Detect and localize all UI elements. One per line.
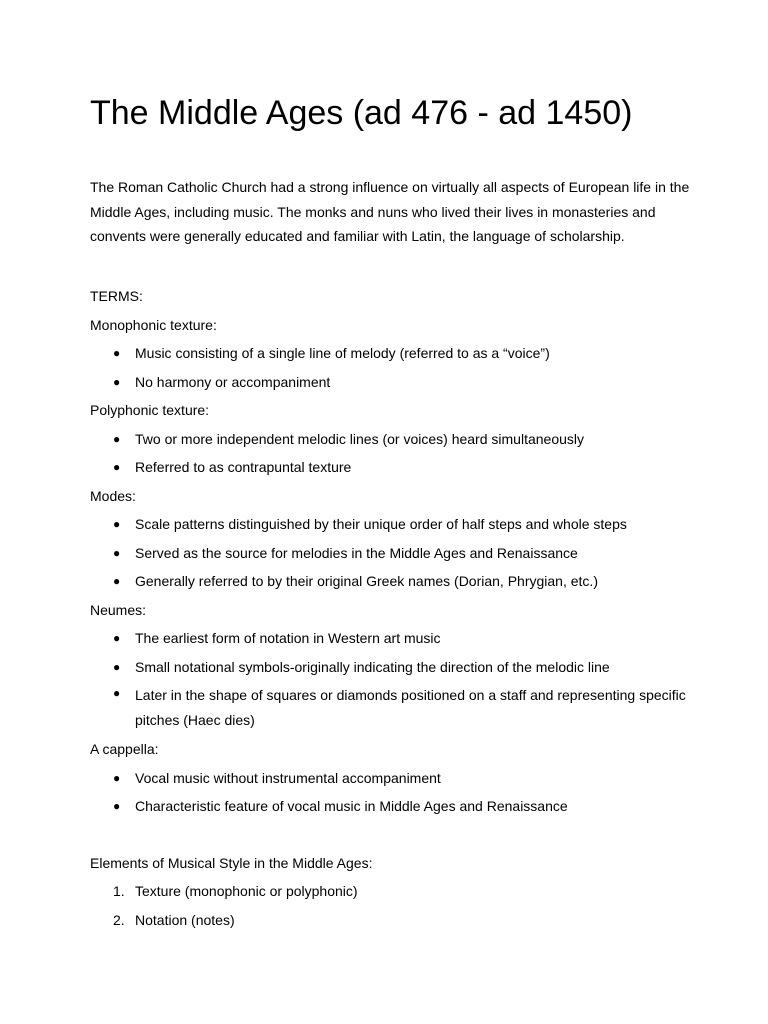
term-heading-a-cappella: A cappella: — [90, 741, 159, 757]
list-item — [90, 877, 690, 906]
bullet-icon: ● — [113, 659, 121, 674]
list-item — [90, 368, 690, 397]
term-heading-modes: Modes: — [90, 487, 136, 504]
intro-paragraph: The Roman Catholic Church had a strong influence on virtually all aspects of European life in the Middle Ages, including music. The monks and nuns who lived their lives in monasteries and convents were generally educated and familiar with Latin, the language of scholarship. — [90, 179, 690, 244]
list-item — [90, 624, 690, 653]
list-item — [90, 764, 690, 793]
terms-section — [90, 282, 690, 934]
bullet-icon: ● — [113, 517, 121, 531]
list-item-text: Referred to as contrapuntal texture — [135, 459, 352, 475]
list-item-text: Music consisting of a single line of melody (referred to as a “voice”) — [135, 345, 550, 361]
term-list-modes — [90, 510, 690, 596]
list-item — [90, 425, 690, 454]
term-heading-neumes: Neumes: — [90, 601, 147, 618]
term-heading-monophonic: Monophonic texture: — [90, 316, 217, 333]
list-item-text: Later in the shape of squares or diamonds positioned on a staff and representing specific pitches (Haec dies) — [135, 687, 686, 728]
list-item — [90, 453, 690, 482]
bullet-icon: ● — [113, 346, 121, 360]
term-heading-polyphonic: Polyphonic texture: — [90, 402, 210, 418]
elements-list — [90, 877, 690, 934]
list-item — [90, 510, 690, 539]
list-item — [90, 681, 690, 735]
list-item — [90, 653, 690, 682]
bullet-icon: ● — [113, 686, 121, 700]
list-item-text: Texture (monophonic or polyphonic) — [135, 883, 358, 899]
list-item-text: The earliest form of notation in Western art music — [135, 630, 441, 646]
term-list-a-cappella — [90, 764, 690, 821]
list-item-text: Characteristic feature of vocal music in Middle Ages and Renaissance — [135, 798, 568, 814]
page-title: The Middle Ages (ad 476 - ad 1450) — [90, 94, 633, 132]
list-item — [90, 339, 690, 368]
list-number: 2. — [113, 911, 125, 928]
bullet-icon: ● — [113, 631, 121, 645]
bullet-icon: ● — [113, 574, 121, 588]
elements-heading: Elements of Musical Style in the Middle Ages: — [90, 854, 373, 871]
list-item — [90, 792, 690, 821]
list-item-text: Notation (notes) — [135, 911, 235, 928]
bullet-icon: ● — [113, 374, 121, 389]
list-item — [90, 567, 690, 596]
bullet-icon: ● — [113, 545, 121, 560]
list-item-text: Small notational symbols-originally indicating the direction of the melodic line — [135, 658, 610, 675]
list-item-text: No harmony or accompaniment — [135, 373, 331, 390]
list-number: 1. — [113, 883, 125, 899]
term-list-polyphonic — [90, 425, 690, 482]
section-spacer — [90, 821, 690, 849]
term-list-monophonic — [90, 339, 690, 396]
list-item-text: Served as the source for melodies in the Middle Ages and Renaissance — [135, 544, 578, 561]
bullet-icon: ● — [113, 770, 121, 785]
list-item-text: Vocal music without instrumental accompaniment — [135, 769, 441, 786]
list-item — [90, 906, 690, 935]
bullet-icon: ● — [113, 460, 121, 474]
list-item-text: Generally referred to by their original Greek names (Dorian, Phrygian, etc.) — [135, 573, 598, 589]
list-item-text: Two or more independent melodic lines (or voices) heard simultaneously — [135, 430, 584, 447]
bullet-icon: ● — [113, 431, 121, 446]
bullet-icon: ● — [113, 799, 121, 813]
list-item-text: Scale patterns distinguished by their unique order of half steps and whole steps — [135, 516, 627, 532]
list-item — [90, 539, 690, 568]
term-list-neumes — [90, 624, 690, 735]
terms-heading: TERMS: — [90, 288, 143, 304]
